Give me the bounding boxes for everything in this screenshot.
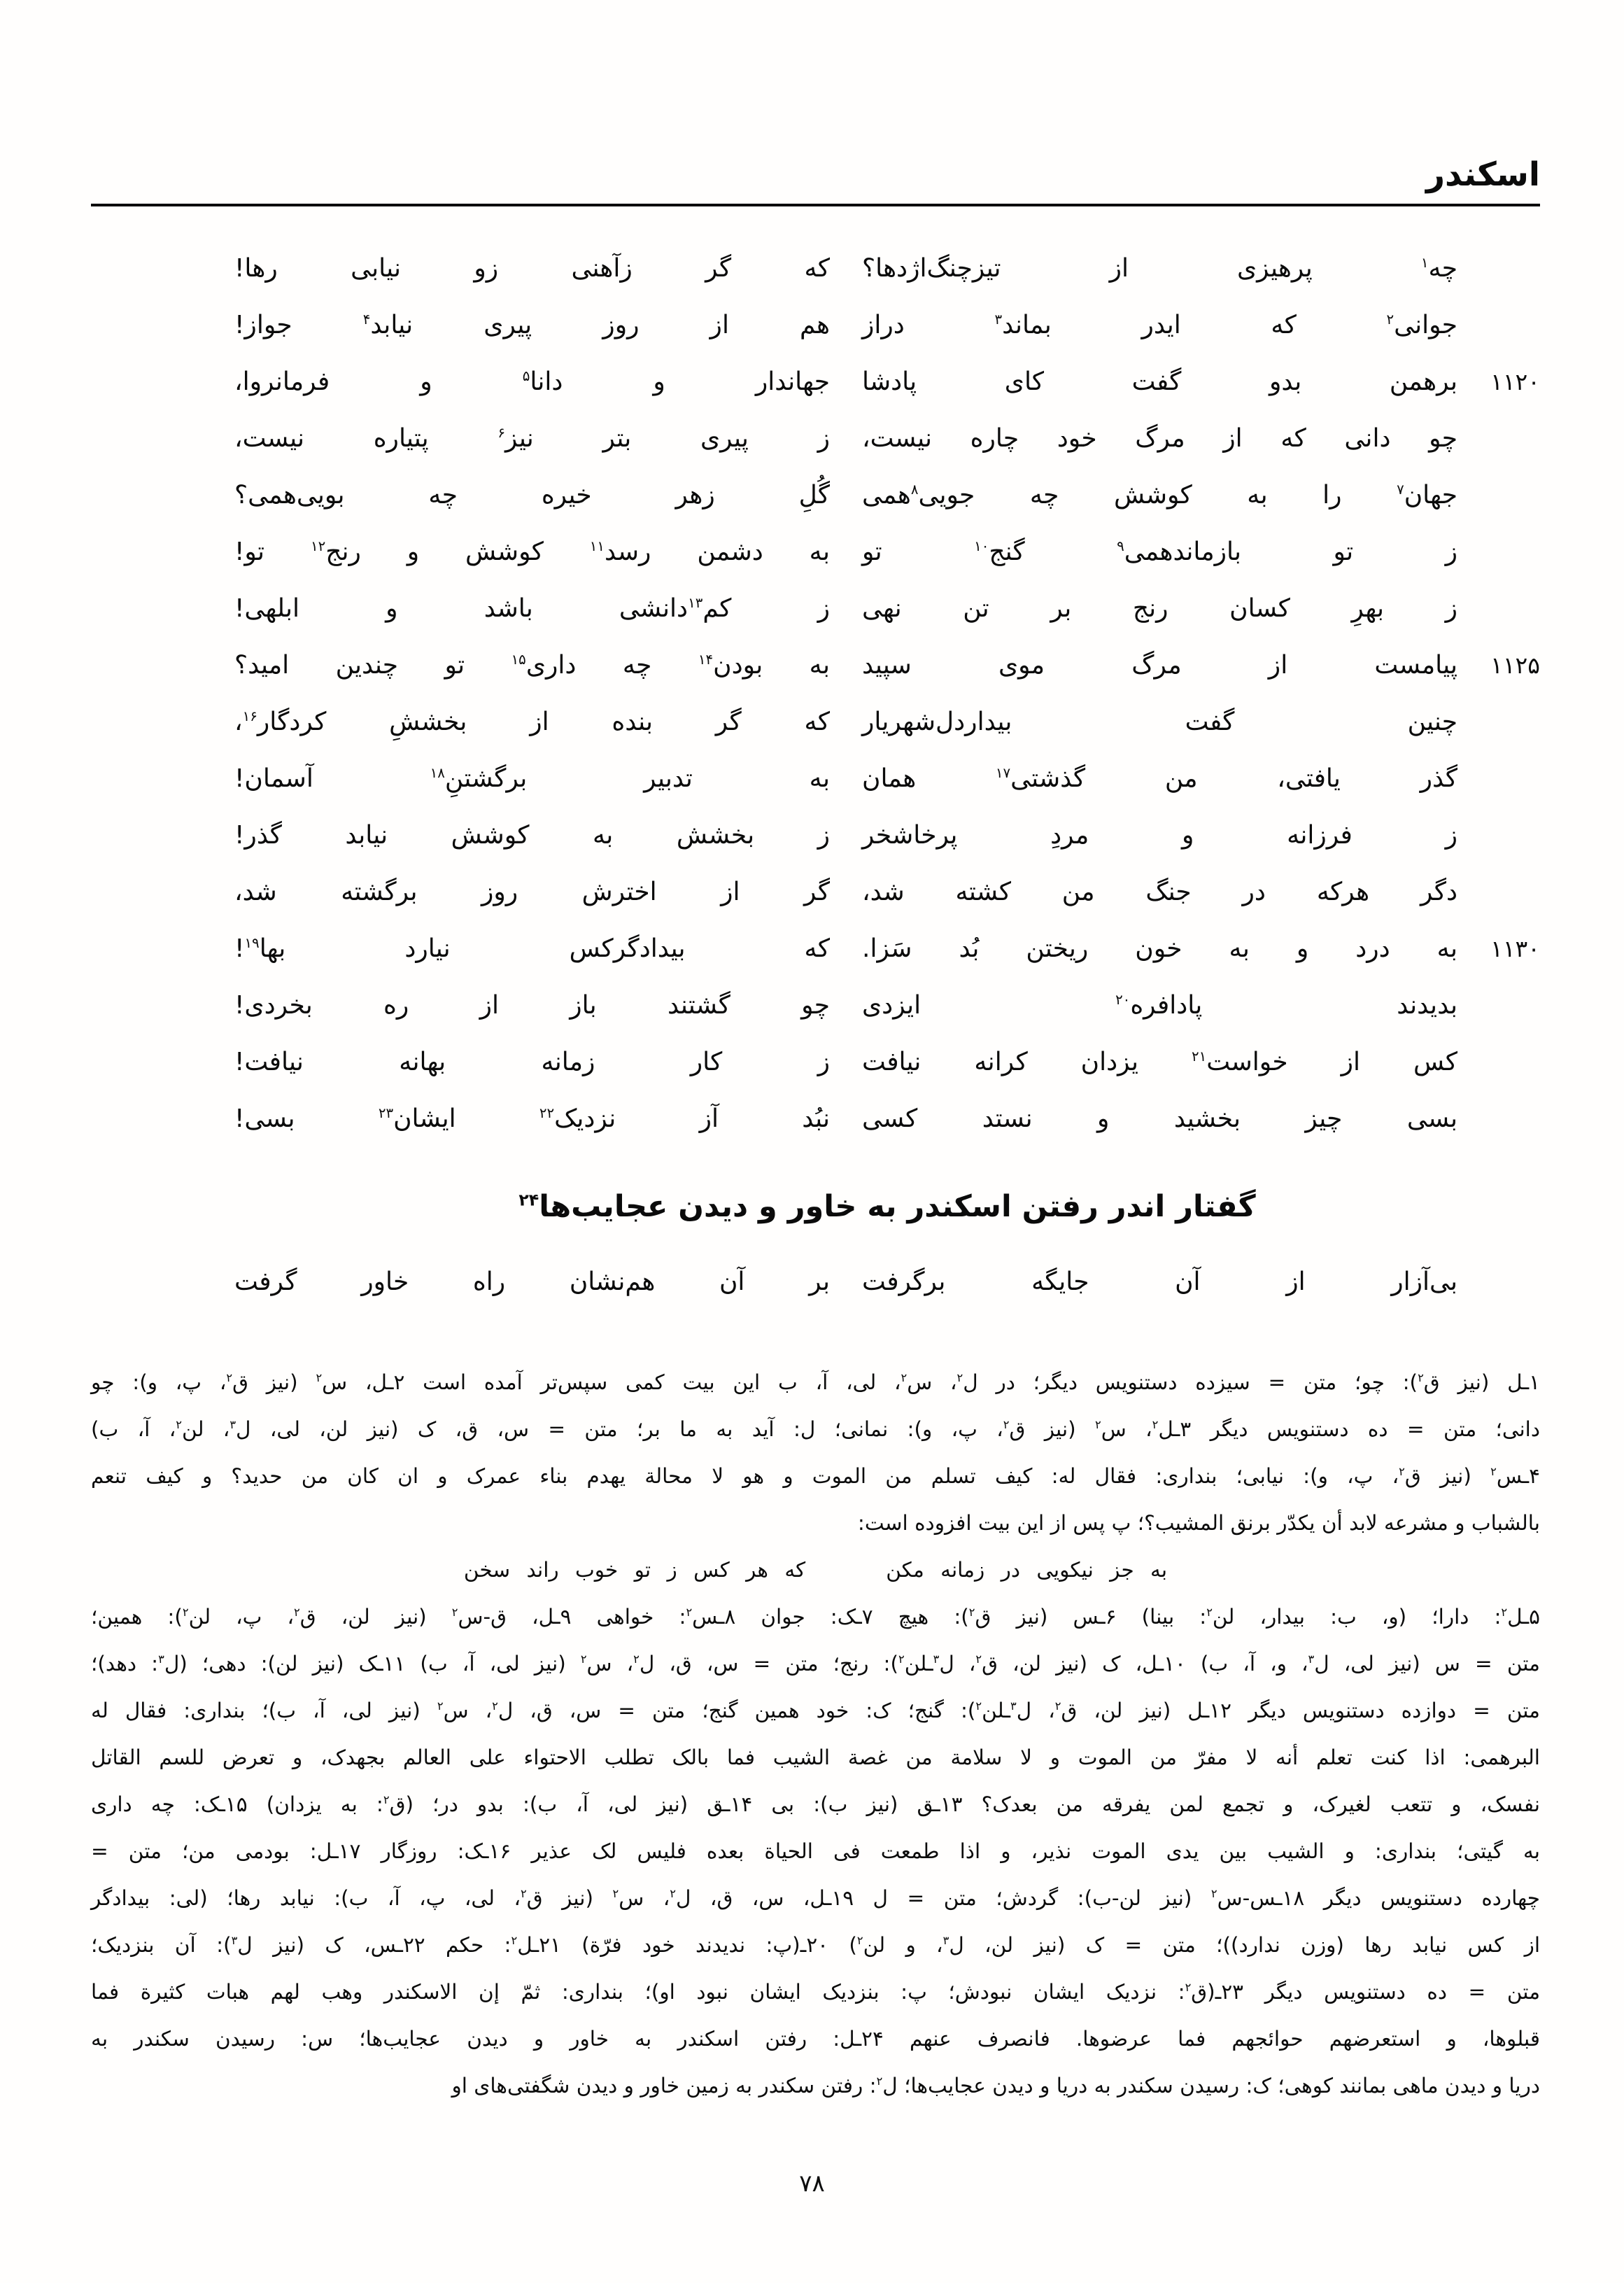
hemistich-right: بسی چیز بخشید و نستد کسی bbox=[862, 1104, 1457, 1133]
verse-number: ۱۱۲۵ bbox=[1490, 652, 1540, 679]
verse-number bbox=[1457, 694, 1540, 750]
hemistich-right: چنین گفت بیداردل‌شهریار bbox=[862, 708, 1457, 736]
hemistich-left: بر آن هم‌نشان راه خاور گرفت bbox=[234, 1267, 830, 1296]
verse-number bbox=[1457, 410, 1540, 467]
page-number: ۷۸ bbox=[799, 2170, 825, 2198]
verse-number bbox=[1457, 240, 1540, 297]
hemistich-right: ز بهرِ کسان رنج بر تن نهی bbox=[862, 594, 1457, 623]
verse-number bbox=[1457, 977, 1540, 1034]
poem-block bbox=[91, 240, 1540, 1310]
page-header bbox=[91, 155, 1540, 206]
verse-number bbox=[1457, 1253, 1540, 1310]
verse-number bbox=[1457, 524, 1540, 580]
verse-number bbox=[1457, 297, 1540, 353]
hemistich-left: ز بخشش به کوشش نیابد گذر! bbox=[234, 821, 830, 850]
verse-row bbox=[234, 467, 1540, 524]
verse-number bbox=[1457, 1090, 1540, 1147]
hemistich-left: به تدبیر برگشتنِ$^{۱۸}$ آسمان! bbox=[234, 764, 830, 793]
footnote-line: نفسک، و تتعب لغیرک، و تجمع لمن یفرقه من بعدک؟ ۱۳ـق (نیز ب): بی ۱۴ـق (نیز لی، آ، ب): بدو در؛ (ق$^۲$: به یزدان) ۱۵ـک: چه داری bbox=[91, 1792, 1541, 1816]
header-rule bbox=[91, 204, 1540, 206]
verse-number bbox=[1457, 1034, 1540, 1090]
hemistich-right: برهمن بدو گفت کای پادشا bbox=[862, 367, 1457, 396]
hemistich-left: گر از اخترش روز برگشته شد، bbox=[234, 878, 830, 906]
verse-row bbox=[234, 524, 1540, 580]
footnote-line: به گیتی؛ بنداری: و الشیب بین یدی الموت نذیر، و اذا طمعت فی الحیاة بعده فلیس لک عذیر ۱۶ـک: روزگار ۱۷ـل: بودمی من؛ متن = bbox=[91, 1839, 1540, 1863]
hemistich-right: بدیدند پادافره$^{۲۰}$ ایزدی bbox=[862, 991, 1457, 1020]
hemistich-right: چه$^۱$ پرهیزی از تیزچنگ‌اژدها؟ bbox=[862, 254, 1457, 283]
footnote-line: دانی؛ متن = ده دستنویس دیگر ۳ـل$^۲$، س$^۲$ (نیز ق$^۲$، پ، و): نمانی؛ ل: آید به ما بر؛ متن = س، ق، ک (نیز لن، لی، ل$^۳$، لن$^۲$، آ، ب) bbox=[91, 1417, 1541, 1441]
verse-row bbox=[234, 977, 1540, 1034]
verse-number bbox=[1457, 467, 1540, 524]
footnote-line: ۵ـل$^۲$: دارا؛ (و، ب: بیدار، لن$^۲$: بینا) ۶ـس (نیز ق$^۲$): هیچ ۷ـک: جوان ۸ـس$^۲$: خواهی ۹ـل، ق-س$^۲$ (نیز لن، ق$^۲$، پ، لن$^۲$): همین؛ bbox=[91, 1605, 1540, 1629]
footnote-line: بالشباب و مشرعه لابد أن یکدّر برنق المشیب؟؛ پ پس از این بیت افزوده است: bbox=[857, 1511, 1540, 1535]
footnote-line: البرهمی: اذا کنت تعلم أنه لا مفرّ من الموت و لا سلامة من غصة الشیب فما بالک تطلب الاحتواء علی العالم بجهدک، و تعرض للسم القاتل bbox=[91, 1745, 1540, 1769]
verse-number bbox=[1457, 807, 1540, 864]
hemistich-right: دگر هرکه در جنگ من کشته شد، bbox=[862, 878, 1457, 906]
verse-row bbox=[234, 580, 1540, 637]
verse-row bbox=[234, 694, 1540, 750]
footnote-line: چهارده دستنویس دیگر ۱۸ـس-س$^۲$ (نیز لن-ب): گردش؛ متن = ل ۱۹ـل، س، ق، ل$^۲$، س$^۲$ (نیز ق$^۲$، لی، پ، آ، ب): نیابد رها؛ (لی: بیدادگر bbox=[91, 1886, 1540, 1910]
hemistich-left: چو گشتند باز از ره بخردی! bbox=[234, 991, 830, 1020]
verse-row bbox=[234, 1034, 1540, 1090]
hemistich-left: ز پیری بتر نیز$^۶$ پتیاره نیست، bbox=[234, 424, 830, 453]
hemistich-right: گذر یافتی، من گذشتی$^{۱۷}$ همان bbox=[862, 764, 1457, 793]
verse-number: ۱۱۳۰ bbox=[1490, 935, 1540, 962]
footnote-line: از کس نیابد رها (وزن ندارد))؛ متن = ک (نیز لن، ل$^۳$، و لن$^۲$) ۲۰ـ(پ: ندیدند خود فرّة) ۲۱ـل$^۲$: حکم ۲۲ـس، ک (نیز ل$^۳$): آن بنزدیک؛ bbox=[91, 1933, 1541, 1957]
verse-row bbox=[234, 1090, 1540, 1147]
hemistich-right: چو دانی که از مرگ خود چاره نیست، bbox=[862, 424, 1457, 453]
verse-row bbox=[234, 410, 1540, 467]
verse-row bbox=[234, 297, 1540, 353]
verse-row bbox=[234, 920, 1540, 977]
critical-apparatus bbox=[91, 1359, 1540, 2109]
hemistich-left: که گر زآهنی زو نیابی رها! bbox=[234, 254, 830, 283]
footnote-line: قبلوها، و استعرضهم حوائجهم فما عرضوها. فانصرف عنهم ۲۴ـل: رفتن اسکندر به خاور و دیدن عجایب‌ها؛ س: رسیدن سکندر به bbox=[91, 2027, 1540, 2051]
verse-number: ۱۱۲۰ bbox=[1490, 368, 1540, 395]
hemistich-right: ز فرزانه و مردِ پرخاشخر bbox=[862, 821, 1457, 850]
footnote-line: ۴ـس$^۲$ (نیز ق$^۲$، پ، و): نیابی؛ بنداری: فقال له: کیف تسلم من الموت و هو لا محالة یهدم بناء عمرک و ان کان من حدید؟ و کیف تنعم bbox=[91, 1464, 1540, 1488]
hemistich-right: پیامست از مرگ موی سپید bbox=[862, 651, 1457, 680]
hemistich-left: به بودن$^{۱۴}$ چه داری$^{۱۵}$ تو چندین امید؟ bbox=[234, 651, 830, 680]
footnote-line: دریا و دیدن ماهی بمانند کوهی؛ ک: رسیدن سکندر به دریا و دیدن عجایب‌ها؛ ل$^۲$: رفتن سکندر به زمین خاور و دیدن شگفتی‌های او bbox=[451, 2074, 1540, 2098]
verse-number bbox=[1457, 750, 1540, 807]
hemistich-right: به درد و به خون ریختن بُد سَزا. bbox=[862, 934, 1457, 963]
hemistich-right: جهان$^۷$ را به کوشش چه جویی$^۸$همی bbox=[862, 481, 1457, 510]
hemistich-left: به دشمن رسد$^{۱۱}$ کوشش و رنج$^{۱۲}$ تو! bbox=[234, 538, 830, 566]
verse-row bbox=[234, 807, 1540, 864]
hemistich-right: ز تو بازماندهمی$^۹$ گنج$^{۱۰}$ تو bbox=[862, 538, 1458, 566]
footnote-line: ۱ـل (نیز ق$^۲$): چو؛ متن = سیزده دستنویس دیگر؛ در ل$^۲$، س$^۲$، لی، آ، ب این بیت کمی سپس‌تر آمده است ۲ـل، س$^۲$ (نیز ق$^۲$، پ، و): چو bbox=[91, 1370, 1541, 1394]
hemistich-left: هم از روز پیری نیابد$^۴$ جواز! bbox=[234, 311, 830, 339]
hemistich-left: نبُد آز نزدیک$^{۲۲}$ ایشان$^{۲۳}$ بسی! bbox=[234, 1104, 830, 1133]
footnote-line: متن = دوازده دستنویس دیگر ۱۲ـل (نیز لن، ق$^۲$، ل$^۳$ـلن$^۲$): گنج؛ ک: خود همین گنج؛ متن = س، ق، ل$^۲$، س$^۲$ (نیز لی، آ، ب)؛ بنداری: فقال له bbox=[91, 1699, 1540, 1722]
verse-row bbox=[234, 750, 1540, 807]
hemistich-right: جوانی$^۲$ که ایدر بماند$^۳$ دراز bbox=[862, 311, 1457, 339]
verse-number bbox=[1457, 580, 1540, 637]
hemistich-left: ز کار زمانه بهانه نیافت! bbox=[234, 1048, 830, 1076]
verse-row bbox=[234, 637, 1540, 694]
verse-row bbox=[234, 353, 1540, 410]
footnote-line: متن = ده دستنویس دیگر ۲۳ـ(ق$^۲$: نزدیک ایشان نبودش؛ پ: بنزدیک ایشان نبود او)؛ بنداری: ثمّ إن الاسکندر وهب لهم هبات کثیرة فما bbox=[91, 1980, 1540, 2004]
hemistich-right: کس از خواست$^{۲۱}$ یزدان کرانه نیافت bbox=[862, 1048, 1457, 1076]
footnote-verse-hemistich-right: به جز نیکویی در زمانه مکن bbox=[886, 1558, 1168, 1582]
hemistich-left: جهاندار و دانا$^۵$ و فرمانروا، bbox=[234, 367, 830, 396]
footnote-verse-hemistich-left: که هر کس ز تو خوب راند سخن bbox=[463, 1558, 806, 1582]
footnote-line: متن = س (نیز لی، ل$^۳$، و، آ، ب) ۱۰ـل، ک (نیز لن، ق$^۲$، ل$^۳$ـلن$^۲$): رنج؛ متن = س، ق، ل$^۲$، س$^۲$ (نیز لی، آ، ب) ۱۱ـک (نیز لن): دهی؛ (ل$^۳$: دهد)؛ bbox=[91, 1652, 1540, 1676]
hemistich-right: بی‌آزار از آن جایگه برگرفت bbox=[862, 1267, 1457, 1296]
hemistich-left: که بیدادگرکس نیارد بها$^{۱۹}$! bbox=[234, 934, 830, 963]
hemistich-left: ز کم$^{۱۳}$دانشی باشد و ابلهی! bbox=[234, 594, 830, 623]
hemistich-left: گُلِ زهر خیره چه بویی‌همی؟ bbox=[234, 481, 830, 510]
hemistich-left: که گر بنده از بخششِ کردگار$^{۱۶}$، bbox=[234, 708, 830, 736]
footnote-inserted-verse bbox=[91, 1547, 1540, 1594]
verse-row bbox=[234, 240, 1540, 297]
section-verse-row bbox=[234, 1253, 1540, 1310]
verse-number bbox=[1457, 864, 1540, 920]
verse-row bbox=[234, 864, 1540, 920]
section-heading: گفتار اندر رفتن اسکندر به خاور و دیدن عجایب‌ها$^{۲۴}$ bbox=[518, 1189, 1256, 1224]
running-header-title: اسکندر bbox=[1425, 155, 1540, 194]
